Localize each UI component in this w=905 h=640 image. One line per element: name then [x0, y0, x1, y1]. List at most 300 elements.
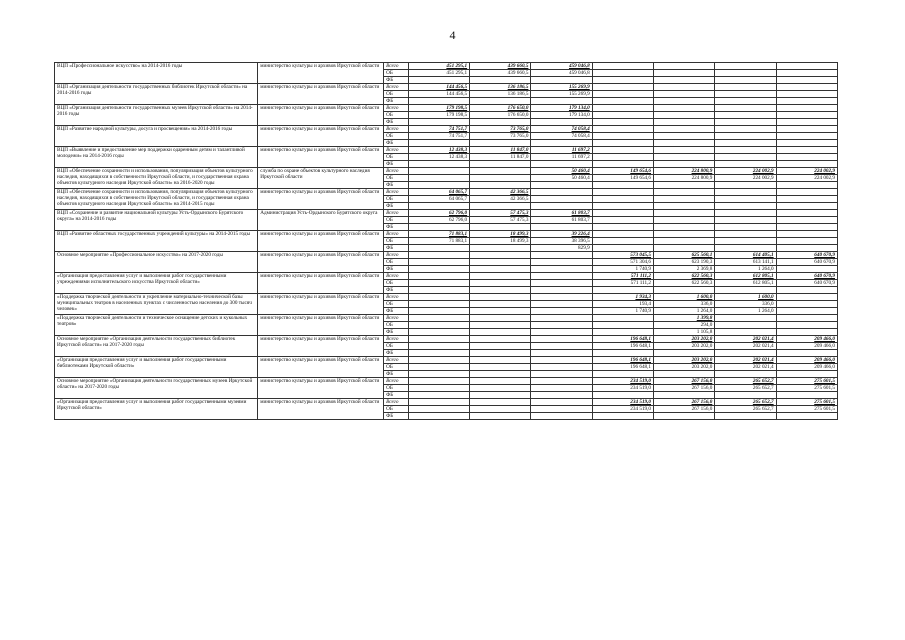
program-name: «Поддержка творческой деятельности и укрепление материально-технической базы муниципальных театров в населенных пунктах с численностью населения до 300 тысяч человек» — [55, 294, 258, 315]
amount-cell — [776, 112, 837, 119]
amount-cell — [592, 210, 653, 217]
amount-cell — [531, 406, 592, 413]
amount-cell — [715, 126, 776, 133]
amount-cell: 196 648,1 — [592, 343, 653, 350]
amount-cell — [776, 329, 837, 336]
amount-cell — [531, 161, 592, 168]
amount-cell — [776, 182, 837, 189]
table-row — [55, 168, 838, 175]
amount-cell — [592, 245, 653, 252]
amount-cell — [715, 413, 776, 420]
funding-source: ФБ — [384, 98, 409, 105]
funding-source: ОБ — [384, 280, 409, 287]
amount-cell — [408, 385, 469, 392]
amount-cell — [715, 329, 776, 336]
amount-cell — [531, 259, 592, 266]
amount-cell: 614 405,1 — [715, 252, 776, 259]
amount-cell — [654, 196, 715, 203]
amount-cell — [592, 315, 653, 322]
amount-cell — [776, 161, 837, 168]
amount-cell: 622 560,3 — [654, 273, 715, 280]
amount-cell — [408, 378, 469, 385]
amount-cell: 234 519,0 — [592, 399, 653, 406]
amount-cell: 11 847,0 — [470, 154, 531, 161]
amount-cell — [592, 350, 653, 357]
amount-cell: 623 190,3 — [654, 259, 715, 266]
amount-cell — [470, 392, 531, 399]
program-name: «Организация предоставления услуг и выполнения работ государственными библиотеками Иркутской области» — [55, 357, 258, 378]
amount-cell: 42 366,5 — [470, 196, 531, 203]
amount-cell — [470, 273, 531, 280]
amount-cell — [654, 98, 715, 105]
amount-cell — [531, 252, 592, 259]
funding-source: ФБ — [384, 329, 409, 336]
amount-cell: 57 475,3 — [470, 217, 531, 224]
amount-cell — [592, 98, 653, 105]
funding-source: ФБ — [384, 140, 409, 147]
amount-cell: 12 438,3 — [408, 147, 469, 154]
amount-cell — [776, 84, 837, 91]
table-row — [55, 84, 838, 91]
amount-cell — [715, 322, 776, 329]
amount-cell — [470, 301, 531, 308]
amount-cell — [531, 140, 592, 147]
amount-cell: 234 519,0 — [592, 406, 653, 413]
table-row — [55, 210, 838, 217]
amount-cell — [715, 203, 776, 210]
amount-cell — [776, 294, 837, 301]
amount-cell — [531, 301, 592, 308]
amount-cell — [592, 196, 653, 203]
amount-cell: 640 670,9 — [776, 280, 837, 287]
page-number: 4 — [449, 28, 456, 42]
amount-cell — [715, 91, 776, 98]
amount-cell — [531, 399, 592, 406]
funding-source: Всего — [384, 357, 409, 364]
program-name: «Организация предоставления услуг и выполнения работ государственными учреждениями исполнительского искусства Иркутской области» — [55, 273, 258, 294]
amount-cell — [408, 315, 469, 322]
amount-cell: 640 670,9 — [776, 252, 837, 259]
amount-cell — [592, 231, 653, 238]
program-name: ВЦП «Сохранение и развитие национальной культуры Усть-Ордынского Бурятского округа» на 2014-2016 годы — [55, 210, 258, 231]
amount-cell — [408, 329, 469, 336]
amount-cell — [531, 364, 592, 371]
amount-cell — [715, 112, 776, 119]
amount-cell: 42 366,5 — [470, 189, 531, 196]
amount-cell — [470, 98, 531, 105]
program-name: Основное мероприятие «Профессиональное искусство» на 2017-2020 годы — [55, 252, 258, 273]
amount-cell — [776, 126, 837, 133]
amount-cell — [470, 385, 531, 392]
amount-cell — [654, 105, 715, 112]
funding-source: ФБ — [384, 371, 409, 378]
program-name: «Поддержка творческой деятельности и техническое оснащение детских и кукольных театров» — [55, 315, 258, 336]
amount-cell: 155 269,9 — [531, 84, 592, 91]
amount-cell — [654, 217, 715, 224]
amount-cell: 573 045,5 — [592, 252, 653, 259]
amount-cell: 625 560,1 — [654, 252, 715, 259]
amount-cell: 203 202,0 — [654, 336, 715, 343]
funding-source: Всего — [384, 294, 409, 301]
amount-cell — [654, 161, 715, 168]
amount-cell — [531, 196, 592, 203]
amount-cell — [470, 140, 531, 147]
amount-cell — [531, 203, 592, 210]
amount-cell: 265 652,7 — [715, 385, 776, 392]
amount-cell: 1 600,0 — [715, 294, 776, 301]
amount-cell — [592, 413, 653, 420]
amount-cell — [408, 364, 469, 371]
amount-cell — [776, 245, 837, 252]
amount-cell — [715, 98, 776, 105]
amount-cell: 224 800,9 — [654, 168, 715, 175]
amount-cell — [470, 406, 531, 413]
amount-cell: 612 805,1 — [715, 280, 776, 287]
table-row — [55, 126, 838, 133]
amount-cell — [470, 357, 531, 364]
amount-cell — [592, 84, 653, 91]
amount-cell — [470, 294, 531, 301]
amount-cell — [715, 105, 776, 112]
funding-source: ОБ — [384, 343, 409, 350]
executor: министерство культуры и архивов Иркутской области — [258, 105, 384, 126]
amount-cell — [470, 343, 531, 350]
amount-cell: 202 021,4 — [715, 364, 776, 371]
amount-cell — [776, 301, 837, 308]
amount-cell — [776, 154, 837, 161]
funding-source: ОБ — [384, 154, 409, 161]
program-name: ВЦП «Обеспечение сохранности и использования, популяризация объектов культурного наследия, находящихся в собственности Иркутской области, и государственная охрана объектов культурного наследия Иркутской области» на 2014-2015 годы — [55, 189, 258, 210]
amount-cell: 61 803,7 — [531, 217, 592, 224]
amount-cell — [592, 126, 653, 133]
amount-cell: 265 652,7 — [715, 399, 776, 406]
program-name: ВЦП «Выявление и предоставление мер поддержки одаренным детям и талантливой молодежи» на 2014-2016 годы — [55, 147, 258, 168]
amount-cell — [776, 140, 837, 147]
amount-cell — [776, 147, 837, 154]
funding-source: ОБ — [384, 301, 409, 308]
amount-cell — [654, 413, 715, 420]
amount-cell — [592, 322, 653, 329]
amount-cell — [408, 287, 469, 294]
amount-cell — [592, 203, 653, 210]
amount-cell — [654, 203, 715, 210]
amount-cell — [776, 105, 837, 112]
funding-source: ФБ — [384, 266, 409, 273]
amount-cell — [654, 350, 715, 357]
amount-cell — [654, 231, 715, 238]
program-name: ВЦП «Организация деятельности государственных библиотек Иркутской области» на 2014-2016 годы — [55, 84, 258, 105]
amount-cell: 196 648,1 — [592, 357, 653, 364]
table-row — [55, 273, 838, 280]
amount-cell — [470, 175, 531, 182]
amount-cell — [654, 238, 715, 245]
amount-cell: 571 111,2 — [592, 273, 653, 280]
amount-cell: 136 186,5 — [470, 84, 531, 91]
funding-source: ФБ — [384, 224, 409, 231]
amount-cell — [715, 154, 776, 161]
amount-cell: 451 295,1 — [408, 63, 469, 70]
amount-cell — [654, 133, 715, 140]
amount-cell — [776, 217, 837, 224]
amount-cell: 209 466,0 — [776, 336, 837, 343]
amount-cell — [408, 308, 469, 315]
amount-cell: 203 202,0 — [654, 343, 715, 350]
amount-cell — [531, 385, 592, 392]
amount-cell — [715, 238, 776, 245]
amount-cell — [408, 301, 469, 308]
amount-cell: 74 058,4 — [531, 126, 592, 133]
funding-source: ФБ — [384, 392, 409, 399]
amount-cell — [470, 280, 531, 287]
amount-cell — [592, 238, 653, 245]
amount-cell: 1 264,0 — [654, 308, 715, 315]
amount-cell — [592, 392, 653, 399]
amount-cell — [470, 168, 531, 175]
amount-cell — [470, 287, 531, 294]
amount-cell — [776, 189, 837, 196]
amount-cell — [654, 182, 715, 189]
amount-cell: 39 226,4 — [531, 231, 592, 238]
amount-cell: 64 065,7 — [408, 189, 469, 196]
amount-cell — [408, 413, 469, 420]
executor: министерство культуры и архивов Иркутской области — [258, 294, 384, 315]
table-row — [55, 147, 838, 154]
amount-cell: 136 186,5 — [470, 91, 531, 98]
executor: министерство культуры и архивов Иркутской области — [258, 399, 384, 420]
amount-cell — [592, 189, 653, 196]
amount-cell — [654, 189, 715, 196]
funding-source: ФБ — [384, 245, 409, 252]
amount-cell — [592, 371, 653, 378]
amount-cell: 267 156,0 — [654, 378, 715, 385]
amount-cell — [654, 224, 715, 231]
funding-source: ОБ — [384, 217, 409, 224]
amount-cell — [408, 182, 469, 189]
amount-cell: 73 765,0 — [470, 133, 531, 140]
amount-cell — [715, 350, 776, 357]
amount-cell — [715, 392, 776, 399]
amount-cell — [592, 217, 653, 224]
amount-cell — [592, 63, 653, 70]
amount-cell — [776, 77, 837, 84]
amount-cell — [408, 371, 469, 378]
amount-cell: 61 803,7 — [531, 210, 592, 217]
executor: министерство культуры и архивов Иркутской области — [258, 378, 384, 399]
executor: министерство культуры и архивов Иркутской области — [258, 189, 384, 210]
program-name: ВЦП «Профессиональное искусство» на 2014-2016 годы — [55, 63, 258, 84]
funding-source: ФБ — [384, 350, 409, 357]
amount-cell: 209 466,0 — [776, 343, 837, 350]
amount-cell — [654, 287, 715, 294]
amount-cell: 209 466,0 — [776, 357, 837, 364]
funding-source: Всего — [384, 126, 409, 133]
amount-cell — [531, 392, 592, 399]
funding-source: ФБ — [384, 77, 409, 84]
amount-cell: 203 202,0 — [654, 364, 715, 371]
amount-cell — [715, 231, 776, 238]
amount-cell: 1 264,0 — [715, 266, 776, 273]
table-row — [55, 294, 838, 301]
funding-source: ОБ — [384, 70, 409, 77]
amount-cell: 275 601,5 — [776, 385, 837, 392]
amount-cell — [408, 273, 469, 280]
amount-cell — [776, 308, 837, 315]
amount-cell — [776, 91, 837, 98]
executor: министерство культуры и архивов Иркутской области — [258, 315, 384, 336]
amount-cell — [654, 245, 715, 252]
funding-source: Всего — [384, 189, 409, 196]
amount-cell: 1 105,8 — [654, 329, 715, 336]
amount-cell: 64 065,7 — [408, 196, 469, 203]
amount-cell — [531, 371, 592, 378]
amount-cell: 459 046,8 — [531, 70, 592, 77]
amount-cell — [408, 357, 469, 364]
funding-source: Всего — [384, 378, 409, 385]
amount-cell — [470, 203, 531, 210]
amount-cell: 640 670,9 — [776, 273, 837, 280]
program-name: ВЦП «Обеспечение сохранности и использования, популяризация объектов культурного наследия, находящихся в собственности Иркутской области, и государственная охрана объектов культурного наследия Иркутской области» на 2016-2020 годы — [55, 168, 258, 189]
amount-cell — [408, 406, 469, 413]
amount-cell: 224 800,9 — [654, 175, 715, 182]
amount-cell: 149 654,6 — [592, 175, 653, 182]
amount-cell — [654, 70, 715, 77]
amount-cell: 224 002,9 — [776, 175, 837, 182]
amount-cell: 11 847,0 — [470, 147, 531, 154]
table-row — [55, 231, 838, 238]
amount-cell: 224 002,9 — [776, 168, 837, 175]
amount-cell: 234 519,0 — [592, 385, 653, 392]
amount-cell — [531, 266, 592, 273]
funding-source: ОБ — [384, 112, 409, 119]
funding-source: ОБ — [384, 364, 409, 371]
amount-cell — [531, 182, 592, 189]
amount-cell — [715, 70, 776, 77]
amount-cell — [408, 140, 469, 147]
amount-cell — [531, 189, 592, 196]
program-name: ВЦП «Организация деятельности государственных музеев Иркутской области» на 2014-2016 годы — [55, 105, 258, 126]
amount-cell — [470, 413, 531, 420]
amount-cell: 640 670,9 — [776, 259, 837, 266]
amount-cell — [470, 161, 531, 168]
amount-cell — [715, 140, 776, 147]
amount-cell — [408, 336, 469, 343]
amount-cell — [715, 161, 776, 168]
executor: министерство культуры и архивов Иркутской области — [258, 126, 384, 147]
amount-cell — [470, 329, 531, 336]
funding-source: ОБ — [384, 259, 409, 266]
amount-cell: 294,0 — [654, 322, 715, 329]
amount-cell — [654, 140, 715, 147]
amount-cell: 179 198,5 — [408, 112, 469, 119]
amount-cell — [776, 238, 837, 245]
table-row — [55, 336, 838, 343]
amount-cell: 209 466,0 — [776, 364, 837, 371]
amount-cell — [715, 63, 776, 70]
amount-cell: 439 660,5 — [470, 70, 531, 77]
amount-cell — [408, 77, 469, 84]
amount-cell — [592, 112, 653, 119]
amount-cell: 193,4 — [592, 301, 653, 308]
amount-cell: 38 396,5 — [531, 238, 592, 245]
executor: Администрация Усть-Ордынского Бурятского округа — [258, 210, 384, 231]
amount-cell: 202 021,4 — [715, 343, 776, 350]
amount-cell — [531, 119, 592, 126]
amount-cell — [408, 119, 469, 126]
table-row — [55, 252, 838, 259]
amount-cell — [408, 161, 469, 168]
amount-cell — [715, 287, 776, 294]
program-name: «Организация предоставления услуг и выполнения работ государственными музеями Иркутской области» — [55, 399, 258, 420]
amount-cell — [776, 266, 837, 273]
amount-cell — [654, 392, 715, 399]
amount-cell — [776, 98, 837, 105]
amount-cell — [470, 336, 531, 343]
amount-cell — [715, 196, 776, 203]
amount-cell — [470, 315, 531, 322]
amount-cell — [531, 280, 592, 287]
amount-cell: 196 648,1 — [592, 364, 653, 371]
amount-cell: 149 654,6 — [592, 168, 653, 175]
amount-cell: 11 697,2 — [531, 154, 592, 161]
amount-cell — [531, 413, 592, 420]
executor: министерство культуры и архивов Иркутской области — [258, 147, 384, 168]
amount-cell — [470, 371, 531, 378]
amount-cell: 179 198,5 — [408, 105, 469, 112]
executor: министерство культуры и архивов Иркутской области — [258, 357, 384, 378]
amount-cell: 267 156,0 — [654, 406, 715, 413]
amount-cell — [715, 189, 776, 196]
program-name: Основное мероприятие «Организация деятельности государственных библиотек Иркутской области» на 2017-2020 годы — [55, 336, 258, 357]
amount-cell — [531, 273, 592, 280]
amount-cell — [654, 119, 715, 126]
amount-cell — [531, 77, 592, 84]
amount-cell — [592, 154, 653, 161]
funding-source: ОБ — [384, 133, 409, 140]
amount-cell — [654, 63, 715, 70]
amount-cell — [715, 217, 776, 224]
amount-cell: 829,9 — [531, 245, 592, 252]
amount-cell — [531, 343, 592, 350]
amount-cell: 1 264,0 — [715, 308, 776, 315]
amount-cell — [531, 357, 592, 364]
amount-cell — [531, 308, 592, 315]
amount-cell — [776, 210, 837, 217]
amount-cell — [470, 119, 531, 126]
amount-cell: 571 111,2 — [592, 280, 653, 287]
funding-source: Всего — [384, 231, 409, 238]
table-row — [55, 315, 838, 322]
funding-source: ОБ — [384, 196, 409, 203]
amount-cell: 612 805,1 — [715, 273, 776, 280]
amount-cell — [470, 77, 531, 84]
amount-cell: 196 648,1 — [592, 336, 653, 343]
amount-cell: 275 601,5 — [776, 399, 837, 406]
amount-cell — [531, 98, 592, 105]
amount-cell — [592, 287, 653, 294]
amount-cell — [531, 378, 592, 385]
amount-cell — [408, 392, 469, 399]
amount-cell: 267 156,0 — [654, 399, 715, 406]
amount-cell — [592, 77, 653, 84]
amount-cell — [776, 70, 837, 77]
amount-cell — [408, 266, 469, 273]
executor: министерство культуры и архивов Иркутской области — [258, 336, 384, 357]
funding-source: ОБ — [384, 406, 409, 413]
amount-cell — [654, 112, 715, 119]
amount-cell: 176 650,0 — [470, 112, 531, 119]
amount-cell — [408, 294, 469, 301]
amount-cell — [470, 308, 531, 315]
